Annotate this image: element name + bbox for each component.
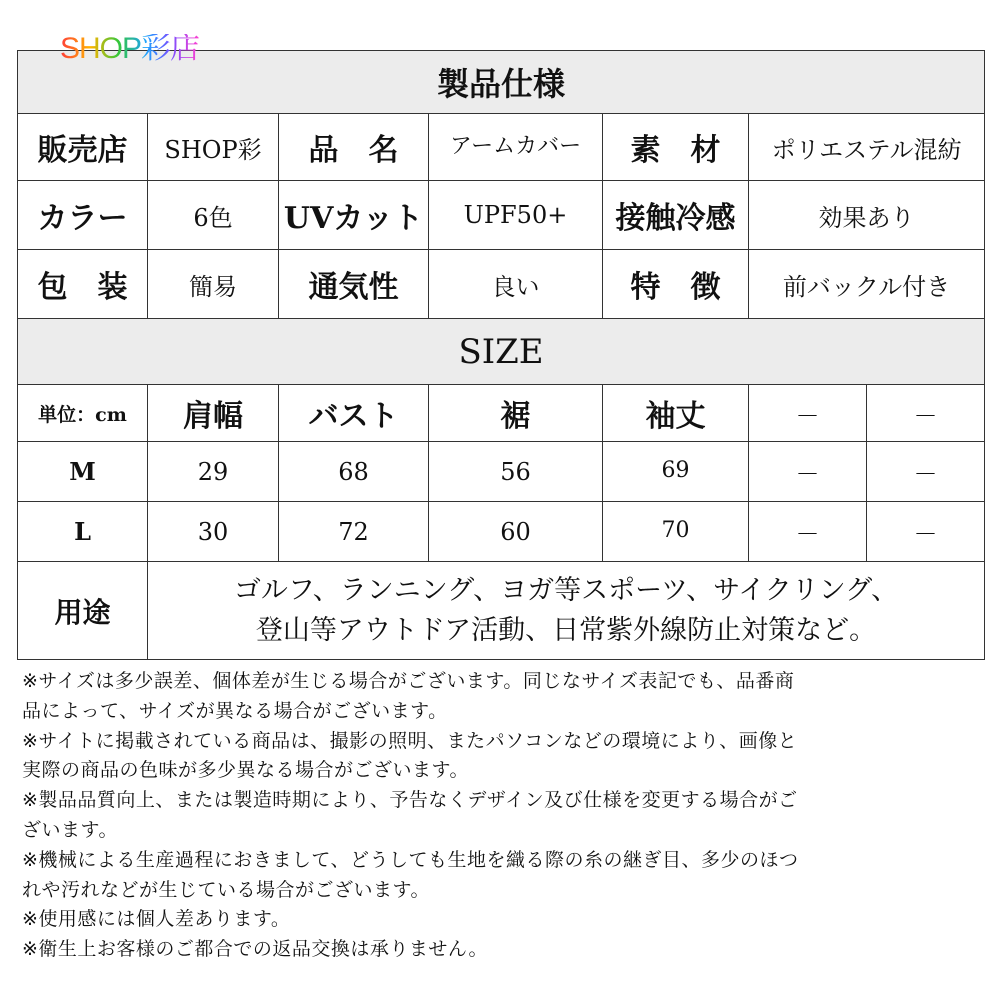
usage-row: [18, 562, 985, 660]
spec-value-breathability: 良い: [429, 250, 603, 319]
size-cell: －: [867, 442, 985, 502]
size-header-shoulder: 肩幅: [148, 385, 279, 442]
size-cell: 69: [603, 442, 749, 502]
size-header-hem: 裾: [429, 385, 603, 442]
size-header-empty: －: [867, 385, 985, 442]
size-header-bust: バスト: [279, 385, 429, 442]
spec-table: [17, 50, 985, 660]
note-line: ※使用感には個人差あります。: [22, 908, 291, 931]
note-line: ※機械による生産過程におきまして、どうしても生地を織る際の糸の継ぎ目、多少のほつ: [22, 848, 799, 871]
shop-logo: SHOP彩店: [60, 32, 200, 65]
spec-row: [18, 181, 985, 250]
size-cell: 56: [429, 442, 603, 502]
note-line: ※製品品質向上、または製造時期により、予告なくデザイン及び仕様を変更する場合がご: [22, 789, 798, 812]
spec-label-shop: 販売店: [18, 114, 148, 181]
spec-label-packaging: 包 装: [18, 250, 148, 319]
spec-value-color: 6色: [148, 181, 279, 250]
spec-label-cooling: 接触冷感: [603, 181, 749, 250]
size-cell: －: [749, 502, 867, 562]
size-cell: 30: [148, 502, 279, 562]
spec-value-packaging: 簡易: [148, 250, 279, 319]
note-line: ざいます。: [22, 818, 118, 841]
size-row-m: [18, 442, 985, 502]
spec-label-breathability: 通気性: [279, 250, 429, 319]
spec-row: [18, 250, 985, 319]
size-cell: －: [867, 502, 985, 562]
usage-text: [148, 562, 985, 660]
size-title: SIZE: [18, 319, 985, 385]
spec-value-product: アームカバー: [429, 114, 603, 181]
usage-line: ゴルフ、ランニング、ヨガ等スポーツ、サイクリング、: [233, 575, 899, 607]
spec-title: 製品仕様: [18, 51, 985, 114]
size-cell: 29: [148, 442, 279, 502]
size-cell: 68: [279, 442, 429, 502]
note-line: れや汚れなどが生じている場合がございます。: [22, 878, 430, 901]
usage-line: 登山等アウトドア活動、日常紫外線防止対策など。: [255, 614, 877, 646]
notes-list: [22, 667, 982, 965]
spec-label-product: 品 名: [279, 114, 429, 181]
spec-value-shop: SHOP彩: [148, 114, 279, 181]
spec-row: [18, 114, 985, 181]
size-label: L: [18, 502, 148, 562]
spec-label-color: カラー: [18, 181, 148, 250]
size-label: M: [18, 442, 148, 502]
note-line: ※サイトに掲載されている商品は、撮影の照明、またパソコンなどの環境により、画像と: [22, 729, 798, 752]
note-line: 品によって、サイズが異なる場合がございます。: [22, 699, 448, 722]
spec-value-material: ポリエステル混紡: [749, 114, 985, 181]
size-cell: 70: [603, 502, 749, 562]
size-header-sleeve: 袖丈: [603, 385, 749, 442]
size-title-row: [18, 319, 985, 385]
size-header-empty: －: [749, 385, 867, 442]
size-header-row: [18, 385, 985, 442]
spec-label-material: 素 材: [603, 114, 749, 181]
size-row-l: [18, 502, 985, 562]
size-cell: 72: [279, 502, 429, 562]
size-unit-label: 単位：cm: [18, 385, 148, 442]
note-line: 実際の商品の色味が多少異なる場合がございます。: [22, 759, 469, 782]
size-cell: 60: [429, 502, 603, 562]
spec-value-feature: 前バックル付き: [749, 250, 985, 319]
usage-label: 用途: [18, 562, 148, 660]
spec-label-feature: 特 徴: [603, 250, 749, 319]
spec-value-cooling: 効果あり: [749, 181, 985, 250]
note-line: ※サイズは多少誤差、個体差が生じる場合がございます。同じなサイズ表記でも、品番商: [22, 670, 795, 692]
spec-value-uv: UPF50+: [429, 181, 603, 250]
size-cell: －: [749, 442, 867, 502]
note-line: ※衛生上お客様のご都合での返品交換は承りません。: [22, 938, 489, 961]
spec-label-uv: UVカット: [279, 181, 429, 250]
